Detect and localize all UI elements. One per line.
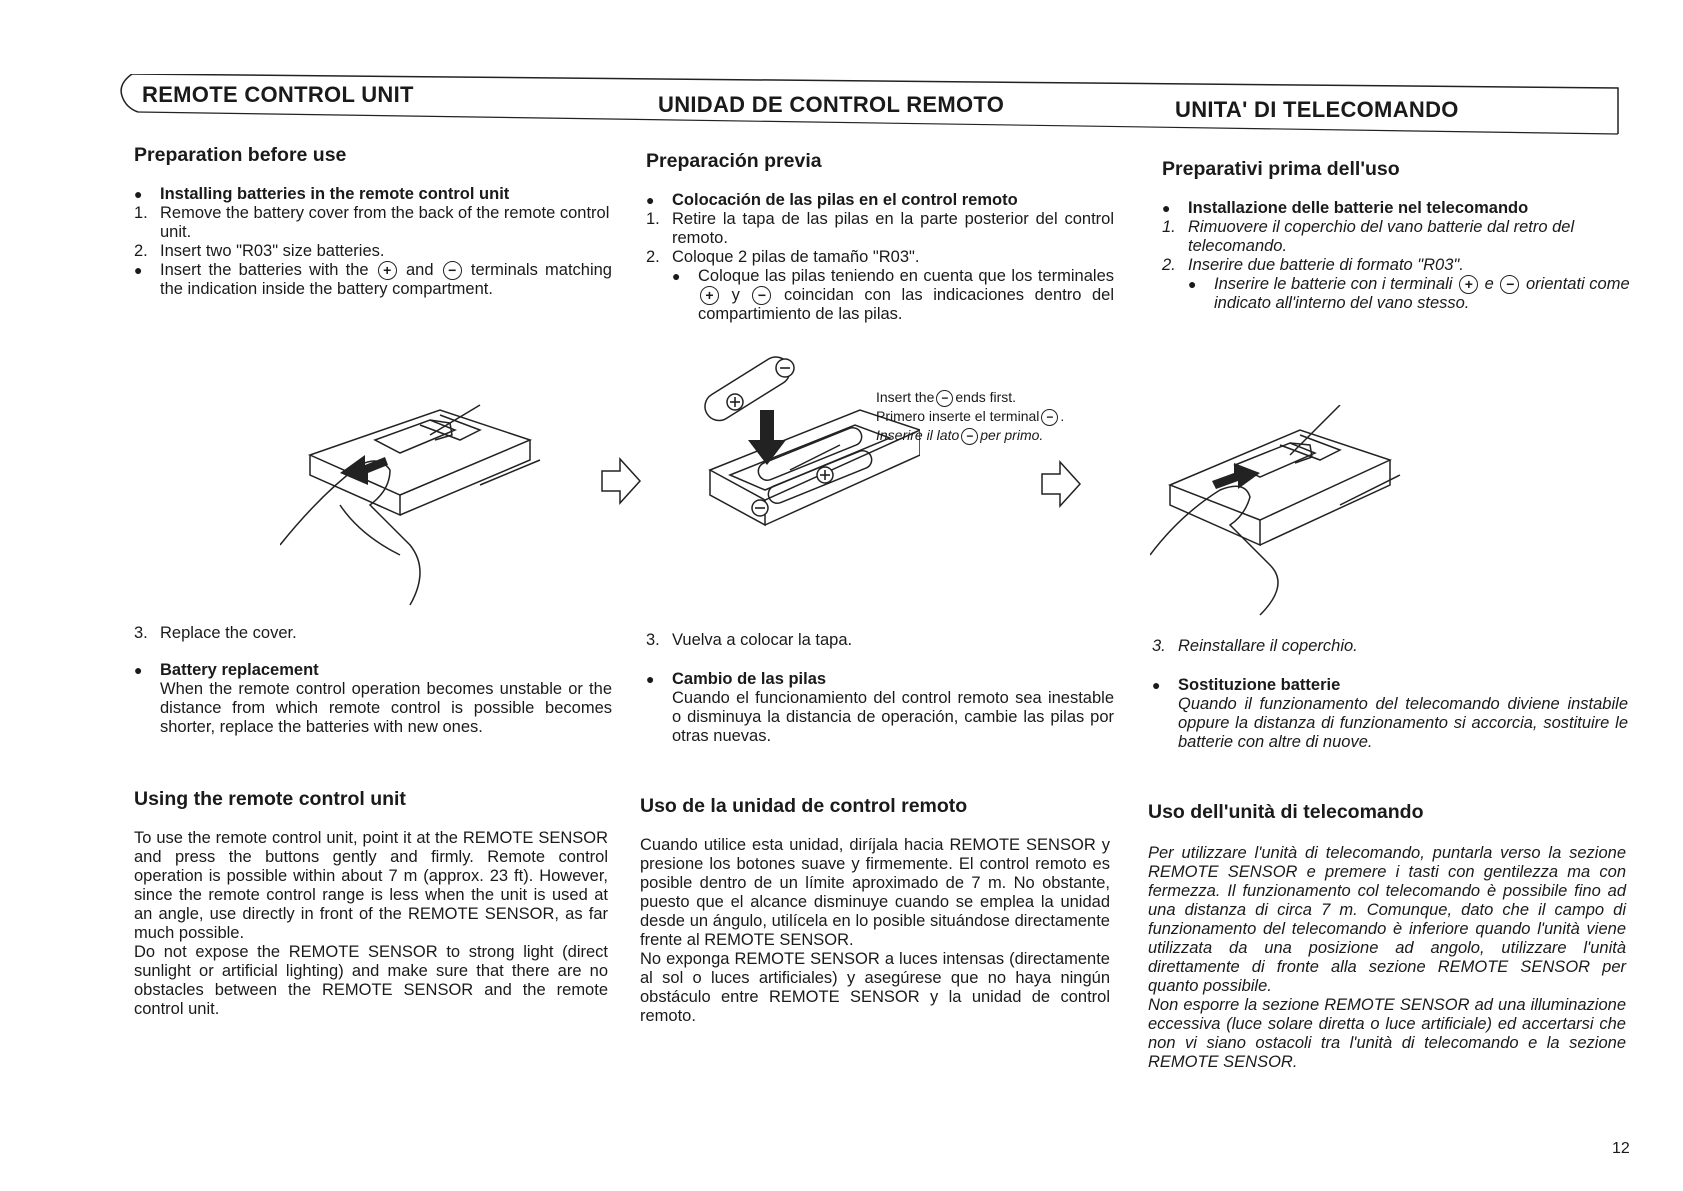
minus-terminal-icon: − [936,390,953,407]
using-title-es: Uso de la unidad de control remoto [640,795,968,817]
step-2-en: 2. Insert two "R03" size batteries. [134,242,385,260]
prep-title-en: Preparation before use [134,144,347,166]
using-p1-it: Per utilizzare l'unità di telecomando, puntarla verso la sezione REMOTE SENSOR e premere i tasti con gentilezza ma con fermezza. Il funzionamento col telecomando è possibile fino ad una distanza di circa 7 m. Comunque, dato che il campo di funzionamento del telecomando è inferiore quando l'unità viene utilizzata da una posizione ad angolo, utilizzare l'unità direttamente di fronte alla sezione REMOTE SENSOR per quanto possibile. [1148,844,1626,995]
header-title-es: UNIDAD DE CONTROL REMOTO [658,92,1005,117]
step-2-it: 2. Inserire due batterie di formato "R03". [1162,256,1464,274]
prep-title-es: Preparación previa [646,150,822,172]
plus-terminal-icon: + [1459,275,1478,294]
insert-note-en: Insert the − ends first. [876,389,1017,405]
column-en-prep [134,146,612,299]
install-heading-en: ● Installing batteries in the remote control unit [134,185,510,203]
using-title-en: Using the remote control unit [134,788,406,810]
step-3-es: 3. Vuelva a colocar la tapa. [646,631,853,649]
using-p2-it: Non esporre la sezione REMOTE SENSOR ad una illuminazione eccessiva (luce solare diretta o luce artificiale) ed accertarsi che non vi siano ostacoli tra l'unità di telecomando e la sezione REMOTE SENSOR. [1148,996,1626,1071]
bullet-terminals-en: ● Insert the batteries with the + and − terminals matching the indication inside the battery compartment. [134,261,612,299]
minus-terminal-icon: − [1041,409,1058,426]
install-heading-es: ● Colocación de las pilas en el control remoto [646,191,1018,209]
column-es-replace: 3. Vuelva a colocar la tapa. ● Cambio de las pilas Cuando el funcionamiento del control remoto sea inestable o disminuya la distancia de operación, cambie las pilas por otras nuevas. [646,631,1114,745]
column-es-using [640,797,1110,1026]
using-p1-es: Cuando utilice esta unidad, diríjala hacia REMOTE SENSOR y presione los botones suave y firmemente. El control remoto es posible dentro de un límite aproximado de 7 m. No obstante, puesto que el alcance disminuye cuando se emplea la unidad desde un ángulo, utilícela en lo posible situándose directamente frente al REMOTE SENSOR. [640,836,1110,949]
column-it-prep [1162,160,1634,313]
insert-note-es: Primero inserte el terminal − . [876,408,1065,424]
minus-terminal-icon: − [752,286,771,305]
bullet-terminals-it: ● Inserire le batterie con i terminali + e − orientati come indicato all'interno del vano stesso. [1188,275,1630,313]
step-1-it: 1. Rimuovere il coperchio del vano batterie dal retro del telecomando. [1162,218,1575,255]
replace-heading-en: Battery replacement [160,661,319,679]
step-3-en: 3. Replace the cover. [134,624,297,642]
replace-text-es: Cuando el funcionamiento del control remoto sea inestable o disminuya la distancia de operación, cambie las pilas por otras nuevas. [672,689,1114,745]
replace-heading-es: Cambio de las pilas [672,670,827,688]
minus-terminal-icon: − [961,428,978,445]
page-number: 12 [1612,1140,1630,1157]
arrow-right-icon [1212,463,1260,489]
header-title-it: UNITA' DI TELECOMANDO [1175,97,1459,122]
column-es-prep [646,152,1114,324]
using-p1-en: To use the remote control unit, point it at the REMOTE SENSOR and press the buttons gently and firmly. Remote control operation is possible within about 7 m (approx. 23 ft). However, since the remote control range is less when the unit is used at an angle, use directly in front of the REMOTE SENSOR, as far much possible. [134,829,608,942]
insert-note-it: Inserire il lato − per primo. [876,427,1044,443]
column-it-replace: 3. Reinstallare il coperchio. ● Sostituzione batterie Quando il funzionamento del telecomando diviene instabile oppure la distanza di funzionamento si accorcia, sostituire le batterie con altre di nuove. [1152,637,1628,751]
step-2-es: 2. Coloque 2 pilas de tamaño "R03". [646,248,920,266]
column-it-using [1148,803,1626,1072]
using-title-it: Uso dell'unità di telecomando [1148,801,1424,823]
minus-terminal-icon: − [443,261,462,280]
step-3-it: 3. Reinstallare il coperchio. [1152,637,1358,655]
next-step-arrow-icon [600,455,644,507]
step-1-es: 1. Retire la tapa de las pilas en la parte posterior del control remoto. [646,210,1114,247]
plus-terminal-icon: + [700,286,719,305]
insert-batteries-illustration [690,350,920,560]
remove-cover-illustration [280,395,550,615]
column-en-using [134,790,608,1019]
using-p2-es: No exponga REMOTE SENSOR a luces intensas (directamente al sol o luces artificiales) y asegúrese que no haya ningún obstáculo entre REMOTE SENSOR y la unidad de control remoto. [640,950,1110,1025]
insert-note [876,388,1064,445]
prep-title-it: Preparativi prima dell'uso [1162,158,1400,180]
replace-text-en: When the remote control operation becomes unstable or the distance from which remote control is possible becomes shorter, replace the batteries with new ones. [160,680,612,736]
arrow-left-icon [340,455,388,485]
column-en-replace: 3. Replace the cover. ● Battery replacement When the remote control operation becomes unstable or the distance from which remote control is possible becomes shorter, replace the batteries with new ones. [134,624,612,736]
using-p2-en: Do not expose the REMOTE SENSOR to strong light (direct sunlight or artificial lighting) and make sure that there are no obstacles between the REMOTE SENSOR and the remote control unit. [134,943,608,1018]
minus-terminal-icon: − [1500,275,1519,294]
bullet-terminals-es: ● Coloque las pilas teniendo en cuenta que los terminales + y − coincidan con las indicaciones dentro del compartimiento de las pilas. [672,267,1114,324]
replace-heading-it: Sostituzione batterie [1178,676,1341,694]
replace-cover-illustration [1150,405,1410,620]
step-1-en: 1. Remove the battery cover from the back of the remote control unit. [134,204,610,241]
install-heading-it: ● Installazione delle batterie nel telecomando [1162,199,1529,217]
header-title-en: REMOTE CONTROL UNIT [142,82,414,107]
replace-text-it: Quando il funzionamento del telecomando diviene instabile oppure la distanza di funzionamento si accorcia, sostituire le batterie con altre di nuove. [1178,695,1628,751]
plus-terminal-icon: + [378,261,397,280]
next-step-arrow-icon [1040,458,1084,510]
